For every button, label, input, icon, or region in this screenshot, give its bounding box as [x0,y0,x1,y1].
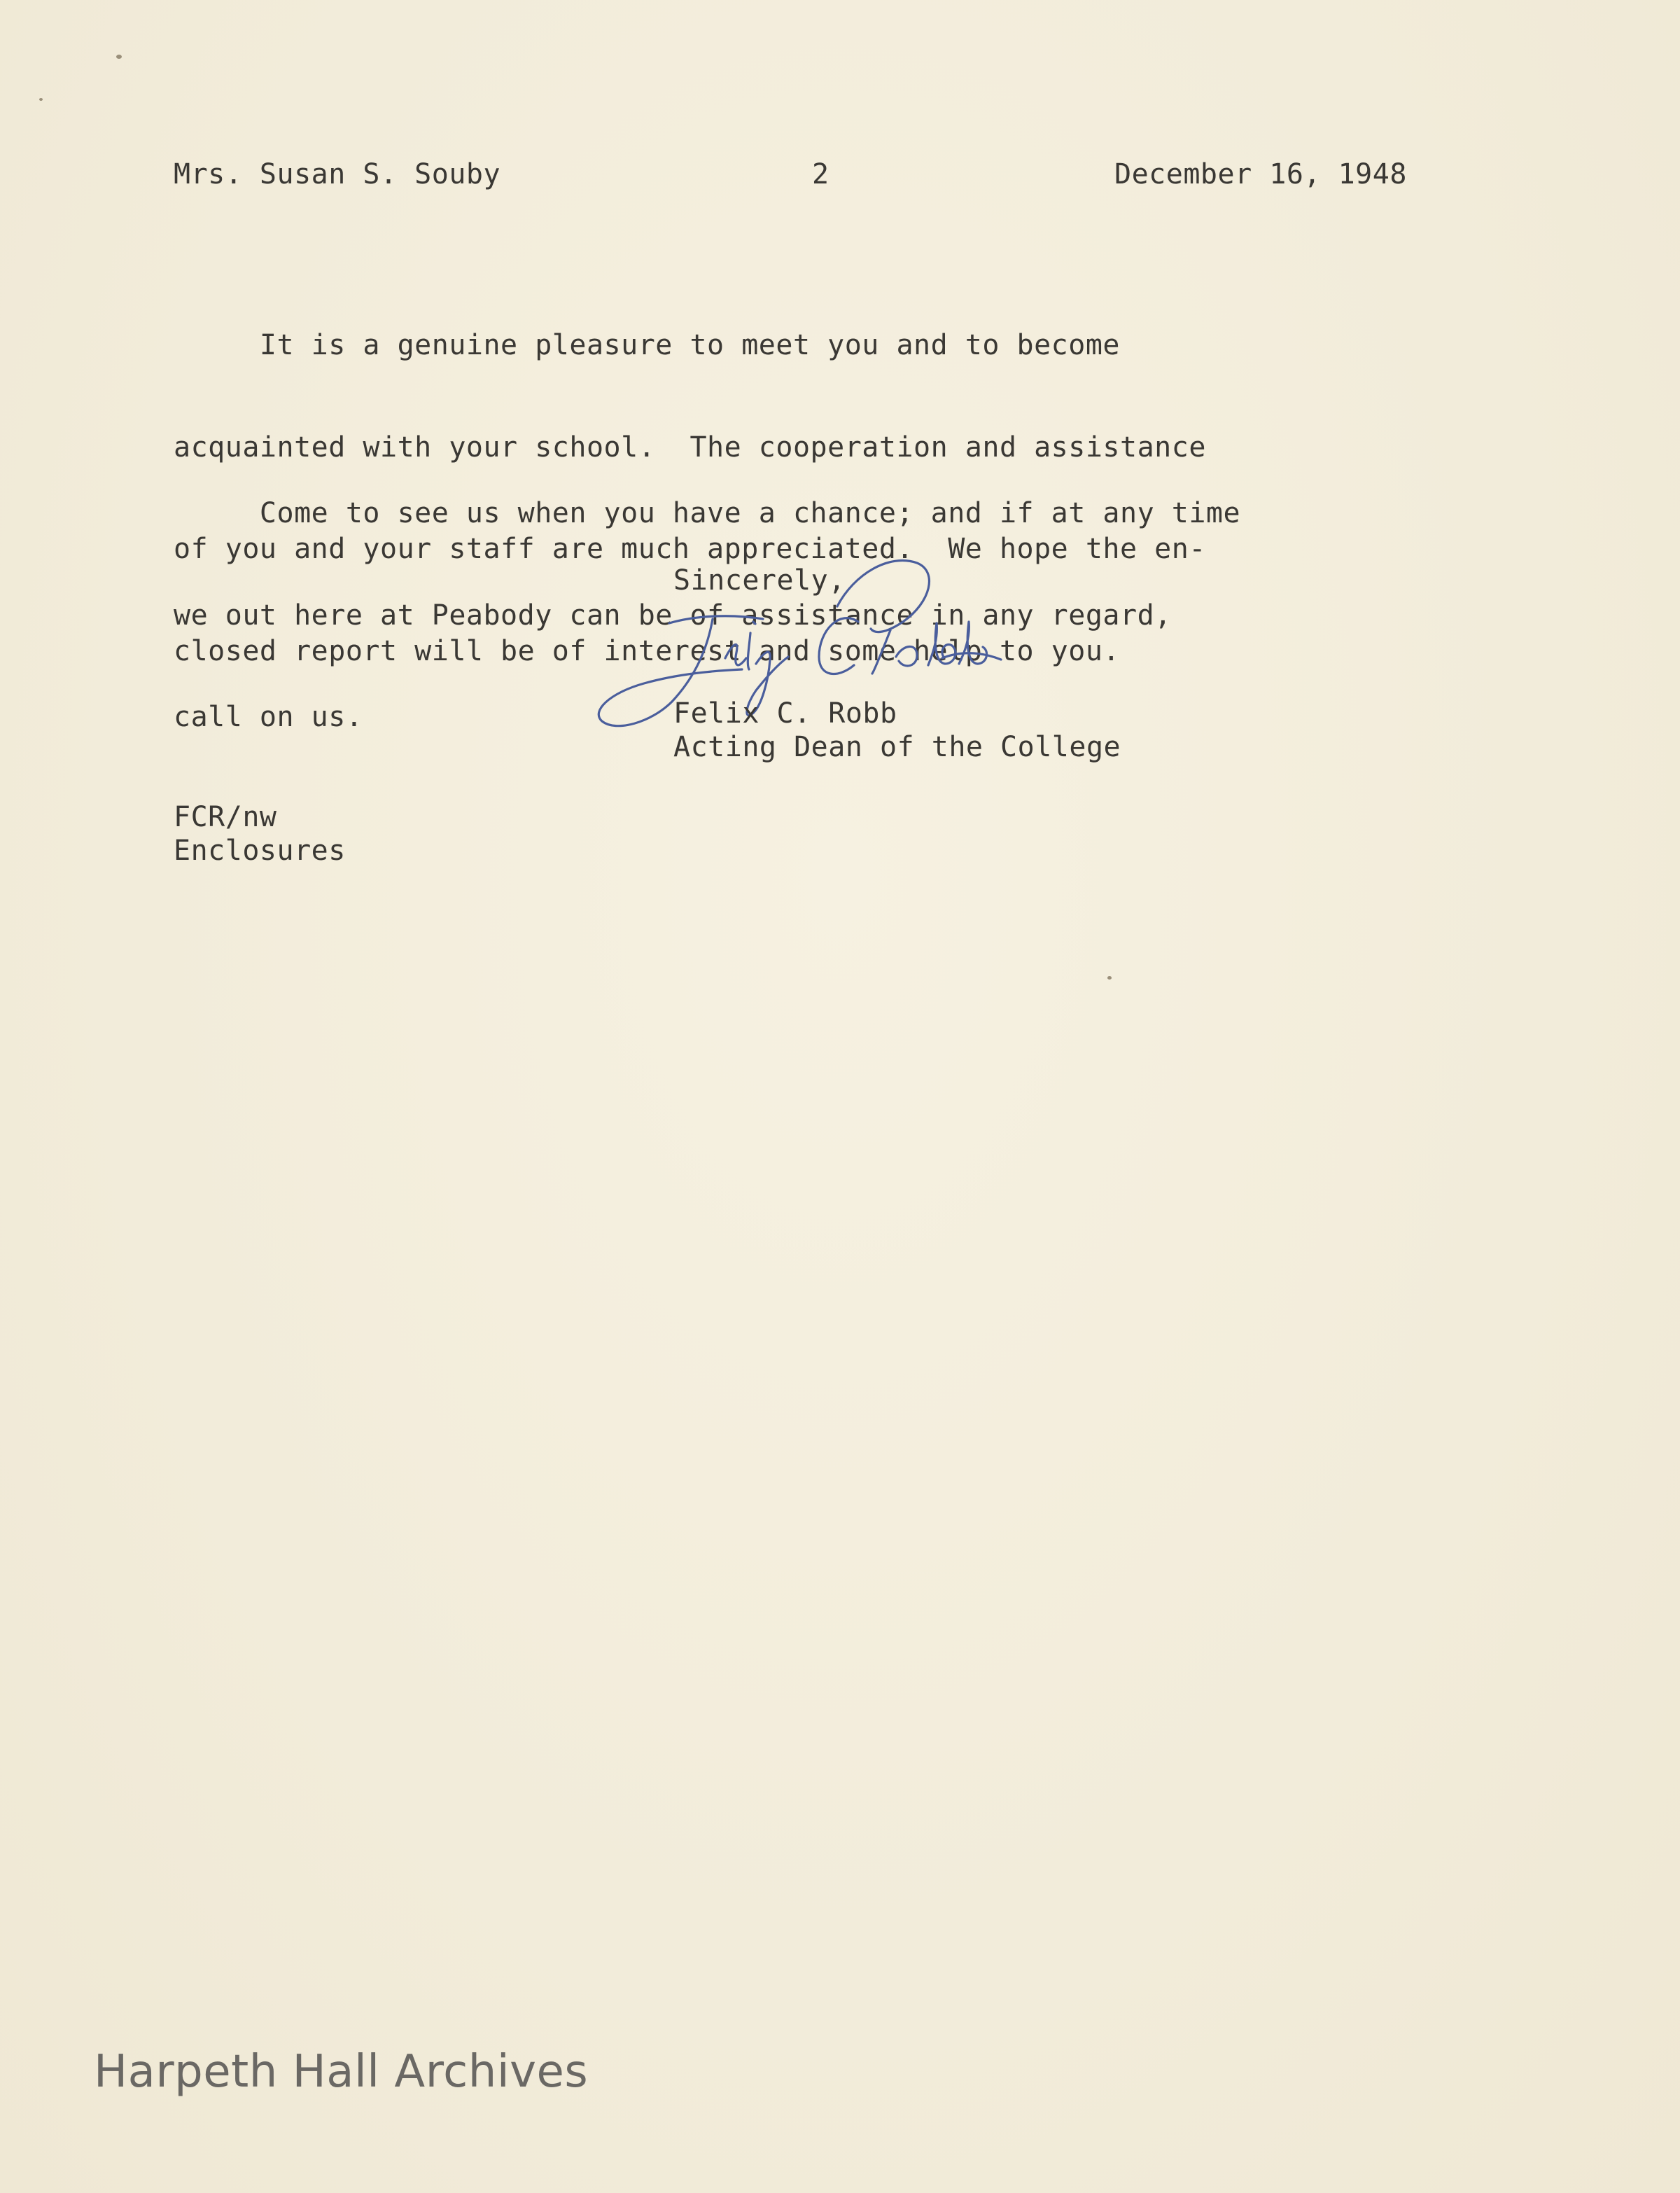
paragraph-line: call on us. [174,701,363,733]
paper-speck [39,98,43,101]
enclosures-note: Enclosures [174,835,346,867]
paper-speck [116,55,122,59]
paragraph-line: It is a genuine pleasure to meet you and to become [174,329,1121,361]
paragraph-line: acquainted with your school. The cooperation and assistance [174,431,1206,464]
letter-date: December 16, 1948 [1114,158,1407,190]
paragraph-line: of you and your staff are much appreciated. We hope the en- [174,533,1206,565]
paragraph-line: Come to see us when you have a chance; and if at any time [174,497,1241,529]
signer-name: Felix C. Robb [673,697,897,730]
archive-watermark: Harpeth Hall Archives [94,2046,589,2098]
paragraph-line: we out here at Peabody can be of assistance in any regard, [174,599,1172,632]
page-number: 2 [812,158,830,190]
closing-salutation: Sincerely, [673,564,846,597]
recipient-name: Mrs. Susan S. Souby [174,158,501,190]
reference-initials: FCR/nw [174,801,277,833]
paragraph-line: closed report will be of interest and some help to you. [174,634,1121,667]
signer-title: Acting Dean of the College [673,731,1121,763]
paper-speck [1107,976,1112,980]
